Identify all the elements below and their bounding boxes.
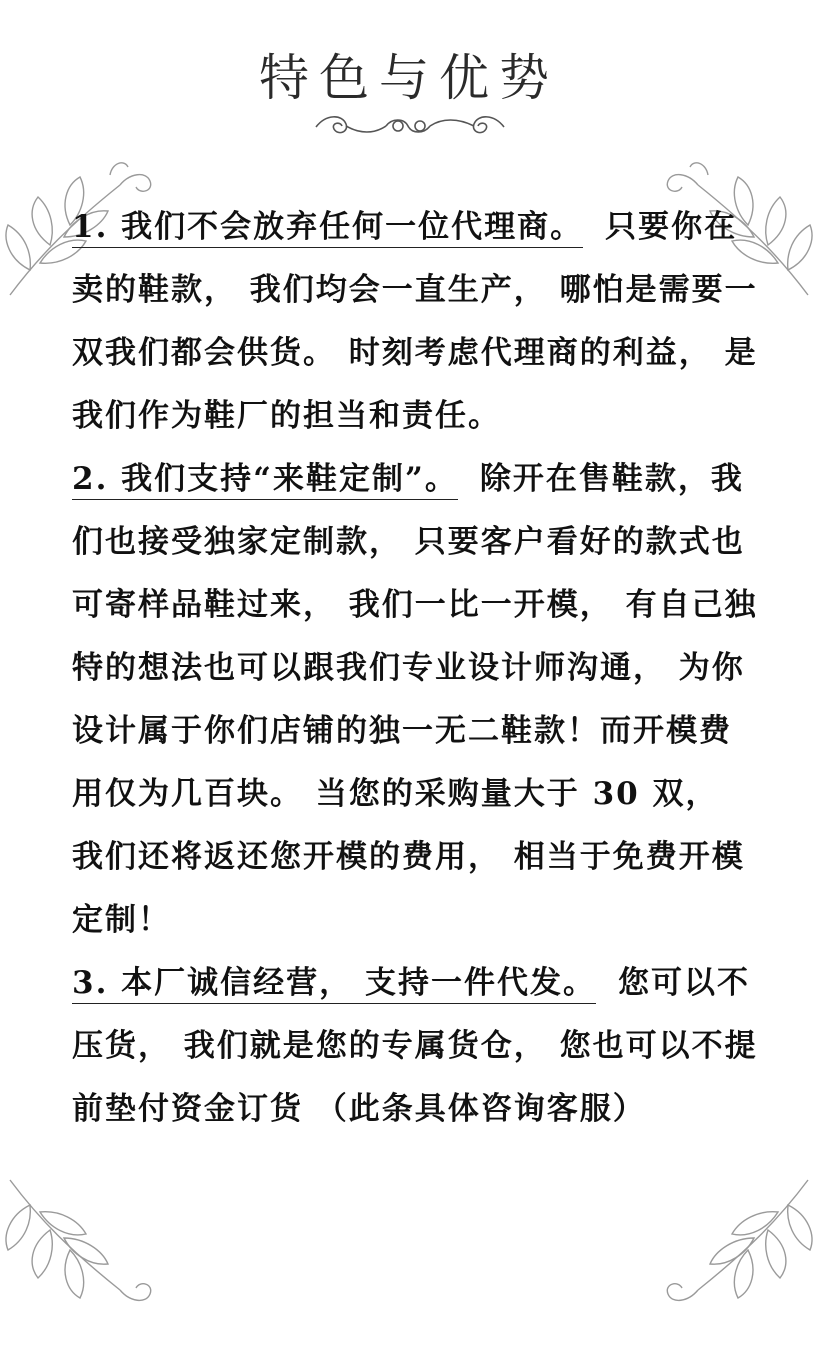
section-1-heading: 1. 我们不会放弃任何一位代理商。 xyxy=(72,209,583,248)
section-3-heading: 3. 本厂诚信经营， 支持一件代发。 xyxy=(72,965,596,1004)
floral-corner-icon xyxy=(0,1160,170,1330)
section-2 xyxy=(72,448,762,952)
section-2-body: 除开在售鞋款，我们也接受独家定制款， 只要客户看好的款式也可寄样品鞋过来， 我们一比一开模， 有自己独特的想法也可以跟我们专业设计师沟通， 为你设计属于你们店铺的独一无二鞋款！而开模费用仅为几百块。 当您的采购量大于 30 双， 我们还将返还您开模的费用， 相当于免费开模定制！ xyxy=(72,461,758,938)
section-1-body: 只要你在卖的鞋款， 我们均会一直生产， 哪怕是需要一双我们都会供货。 时刻考虑代理商的利益， 是我们作为鞋厂的担当和责任。 xyxy=(72,209,758,434)
features-content xyxy=(72,196,762,1141)
page-title: 特色与优势 xyxy=(259,49,559,107)
floral-corner-icon xyxy=(648,1160,818,1330)
section-2-heading: 2. 我们支持“来鞋定制”。 xyxy=(72,461,458,500)
section-3 xyxy=(72,952,762,1141)
section-1 xyxy=(72,196,762,448)
swirl-ornament-icon xyxy=(312,112,508,142)
section-3-body: 您可以不压货， 我们就是您的专属货仓， 您也可以不提前垫付资金订货 （此条具体咨询客服） xyxy=(72,965,758,1127)
